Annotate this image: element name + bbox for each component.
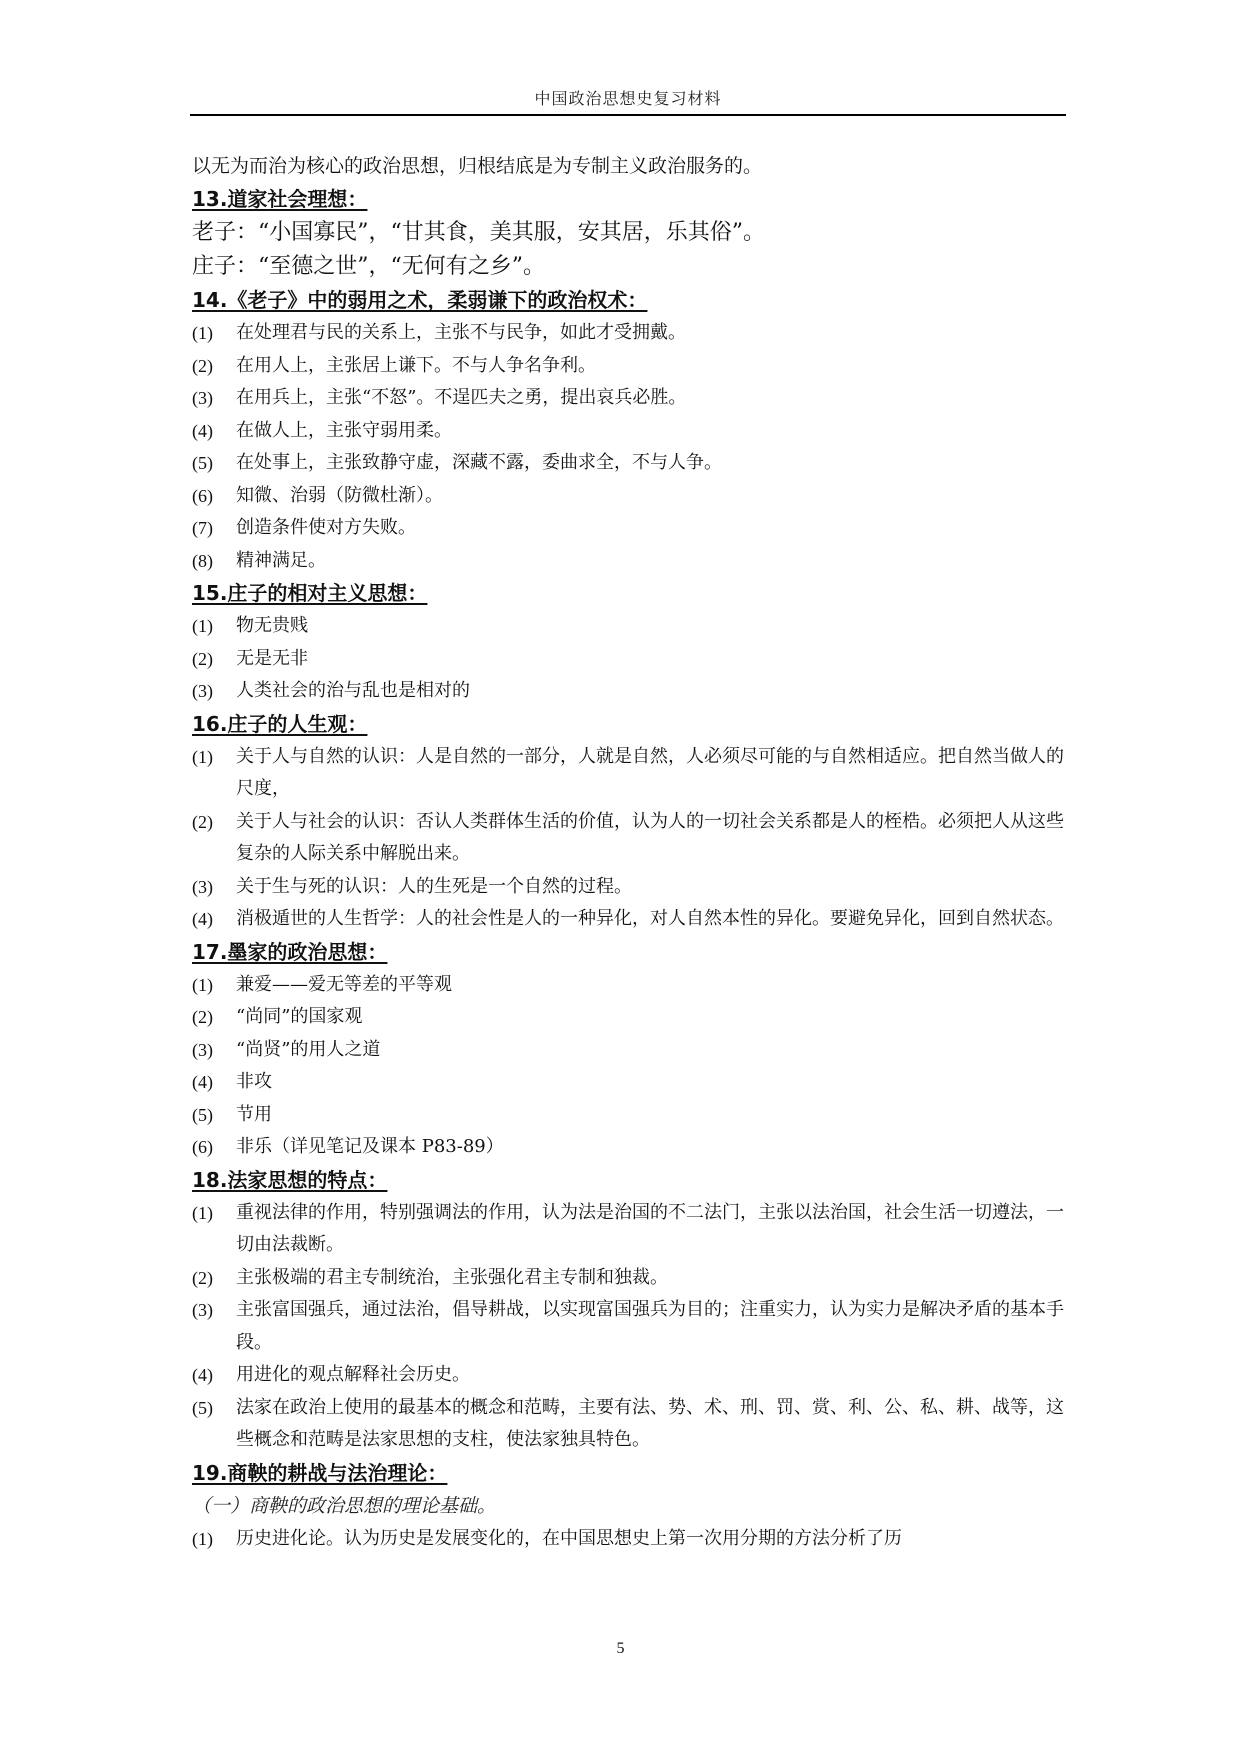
section-17-list bbox=[192, 969, 1064, 1164]
list-item: (2) 无是无非 bbox=[192, 647, 308, 669]
section-14-list bbox=[192, 317, 1064, 577]
section-19-subheading: （一）商鞅的政治思想的理论基础。 bbox=[192, 1494, 497, 1517]
section-16-list bbox=[192, 741, 1064, 936]
section-16-heading: 16.庄子的人生观： bbox=[192, 711, 368, 736]
page-number: 5 bbox=[616, 1640, 625, 1657]
list-item: (5) 节用 bbox=[192, 1103, 272, 1125]
list-item: (2) 关于人与社会的认识：否认人类群体生活的价值，认为人的一切社会关系都是人的桎梏。必须把人从这些复杂的人际关系中解脱出来。 bbox=[192, 810, 1064, 864]
list-item: (7) 创造条件使对方失败。 bbox=[192, 517, 416, 538]
list-item: (3) 主张富国强兵，通过法治，倡导耕战，以实现富国强兵为目的；注重实力，认为实力是解决矛盾的基本手段。 bbox=[192, 1299, 1064, 1353]
document-body bbox=[192, 150, 1064, 1555]
section-19-list bbox=[192, 1523, 1064, 1556]
list-item: (4) 非攻 bbox=[192, 1071, 272, 1092]
laozi-ideal-line: 老子：“小国寡民”，“甘其食，美其服，安其居，乐其俗”。 bbox=[192, 220, 765, 245]
list-item: (8) 精神满足。 bbox=[192, 549, 326, 571]
list-item: (1) 关于人与自然的认识：人是自然的一部分，人就是自然，人必须尽可能的与自然相适应。把自然当做人的尺度， bbox=[192, 745, 1064, 799]
intro-line: 以无为而治为核心的政治思想，归根结底是为专制主义政治服务的。 bbox=[192, 155, 763, 177]
zhuangzi-ideal-line: 庄子：“至德之世”，“无何有之乡”。 bbox=[192, 254, 545, 279]
list-item: (3) 在用兵上，主张“不怒”。不逞匹夫之勇，提出哀兵必胜。 bbox=[192, 387, 687, 408]
list-item: (2) 在用人上，主张居上谦下。不与人争名争利。 bbox=[192, 354, 596, 376]
list-item: (1) 物无贵贱 bbox=[192, 615, 308, 636]
list-item: (4) 用进化的观点解释社会历史。 bbox=[192, 1364, 470, 1385]
list-item: (2) 主张极端的君主专制统治，主张强化君主专制和独裁。 bbox=[192, 1266, 668, 1288]
header-rule bbox=[190, 114, 1066, 116]
list-item: (2) “尚同”的国家观 bbox=[192, 1006, 363, 1027]
list-item: (6) 非乐（详见笔记及课本 P83-89） bbox=[192, 1136, 504, 1157]
list-item: (4) 在做人上，主张守弱用柔。 bbox=[192, 419, 452, 441]
section-15-heading: 15.庄子的相对主义思想： bbox=[192, 581, 428, 605]
list-item: (5) 在处事上，主张致静守虚，深藏不露，委曲求全，不与人争。 bbox=[192, 452, 722, 473]
section-14-heading: 14.《老子》中的弱用之术，柔弱谦下的政治权术： bbox=[192, 288, 648, 312]
section-17-heading: 17.墨家的政治思想： bbox=[192, 939, 388, 964]
list-item: (1) 兼爱——爱无等差的平等观 bbox=[192, 973, 452, 995]
list-item: (4) 消极遁世的人生哲学：人的社会性是人的一种异化，对人自然本性的异化。要避免异化，回到自然状态。 bbox=[192, 908, 1064, 929]
list-item: (1) 历史进化论。认为历史是发展变化的，在中国思想史上第一次用分期的方法分析了历 bbox=[192, 1527, 902, 1549]
list-item: (6) 知微、治弱（防微杜渐）。 bbox=[192, 484, 443, 506]
list-item: (1) 在处理君与民的关系上，主张不与民争，如此才受拥戴。 bbox=[192, 322, 686, 343]
list-item: (3) 关于生与死的认识：人的生死是一个自然的过程。 bbox=[192, 875, 632, 897]
list-item: (1) 重视法律的作用，特别强调法的作用，认为法是治国的不二法门，主张以法治国，社会生活一切遵法，一切由法裁断。 bbox=[192, 1201, 1064, 1255]
section-18-heading: 18.法家思想的特点： bbox=[192, 1167, 388, 1192]
section-15-list bbox=[192, 610, 1064, 708]
section-19-heading: 19.商鞅的耕战与法治理论： bbox=[192, 1460, 448, 1485]
section-18-list bbox=[192, 1197, 1064, 1457]
list-item: (3) “尚贤”的用人之道 bbox=[192, 1038, 381, 1060]
page-header-title: 中国政治思想史复习材料 bbox=[534, 89, 722, 108]
list-item: (3) 人类社会的治与乱也是相对的 bbox=[192, 680, 470, 701]
section-13-heading: 13.道家社会理想： bbox=[192, 187, 368, 211]
list-item: (5) 法家在政治上使用的最基本的概念和范畴，主要有法、势、术、刑、罚、赏、利、公、私、耕、战等，这些概念和范畴是法家思想的支柱，使法家独具特色。 bbox=[192, 1396, 1064, 1450]
